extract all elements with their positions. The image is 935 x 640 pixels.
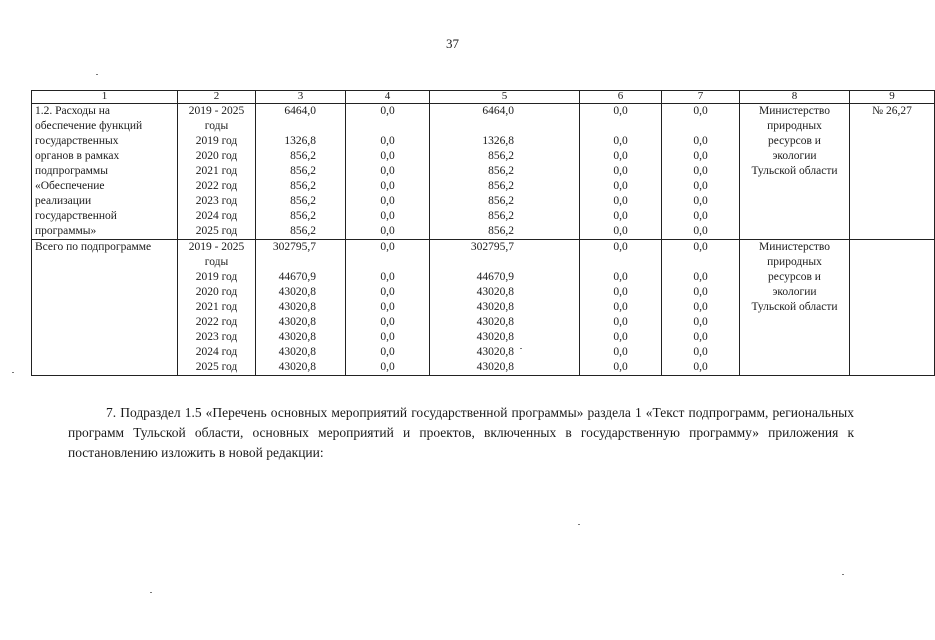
funding-value: 302795,7 [272,241,316,253]
ministry-line: Тульской области [751,301,838,313]
scan-speck [96,74,98,75]
period-value: 2019 год [195,135,238,147]
column-header: 7 [662,91,740,104]
funding-value [433,119,576,134]
funding-value: 856,2 [290,150,316,162]
period-value: 2019 - 2025 [188,105,245,117]
other-funding-cell [662,240,740,376]
column-header: 2 [178,91,256,104]
regional-funding-cell [430,104,580,240]
funding-value: 0,0 [380,331,395,343]
funding-value: 0,0 [613,361,628,373]
funding-value: 0,0 [693,331,708,343]
funding-value: 0,0 [380,195,395,207]
funding-value: 0,0 [380,286,395,298]
funding-value: 43020,8 [476,361,514,373]
federal-funding-cell [346,104,430,240]
funding-value: 0,0 [693,271,708,283]
period-cell [178,104,256,240]
funding-value: 856,2 [488,165,514,177]
funding-value: 0,0 [693,165,708,177]
period-value: 2020 год [195,150,238,162]
ministry-line: Министерство [759,105,830,117]
table-row [32,104,935,240]
funding-value: 856,2 [488,150,514,162]
funding-value: 0,0 [693,150,708,162]
funding-value: 856,2 [488,180,514,192]
funding-value: 302795,7 [470,241,514,253]
ministry-line: экологии [772,150,817,162]
funding-value [583,119,658,134]
row-name-line: Всего по подпрограмме [35,241,152,253]
funding-value: 0,0 [693,286,708,298]
responsible-ministry-cell [740,240,850,376]
funding-value [259,255,342,270]
row-name-line: государственных [35,135,119,147]
row-name-cell [32,240,178,376]
funding-value [349,119,426,134]
responsible-ministry-cell [740,104,850,240]
ministry-line: природных [767,120,822,132]
funding-value: 0,0 [613,225,628,237]
budget-table [31,90,935,376]
funding-value: 0,0 [380,105,395,117]
funding-value: 0,0 [380,346,395,358]
funding-value [349,255,426,270]
funding-value: 44670,9 [476,271,514,283]
table-header-row [32,91,935,104]
funding-value: 856,2 [488,195,514,207]
ministry-line: ресурсов и [768,135,821,147]
funding-value: 0,0 [380,135,395,147]
row-name-line: органов в рамках [35,150,120,162]
ministry-line: Министерство [759,241,830,253]
funding-value: 0,0 [613,210,628,222]
funding-value: 0,0 [380,225,395,237]
period-value: 2019 год [195,271,238,283]
funding-value: 0,0 [613,135,628,147]
funding-value: 0,0 [693,135,708,147]
funding-value: 43020,8 [278,316,316,328]
local-funding-cell [580,104,662,240]
funding-value [665,255,736,270]
ministry-line: Тульской области [751,165,838,177]
funding-value: 0,0 [613,346,628,358]
total-funding-cell [256,240,346,376]
funding-value: 0,0 [613,331,628,343]
period-value: 2025 год [195,225,238,237]
funding-value: 0,0 [613,301,628,313]
reference-cell [850,104,935,240]
period-value: 2022 год [195,316,238,328]
reference-value: № 26,27 [872,105,912,117]
federal-funding-cell [346,240,430,376]
scan-speck [150,592,152,593]
scan-speck [842,574,844,575]
funding-value: 0,0 [380,241,395,253]
column-header: 3 [256,91,346,104]
scan-speck [520,348,522,349]
funding-value: 0,0 [613,241,628,253]
funding-value: 856,2 [290,225,316,237]
body-paragraph: 7. Подраздел 1.5 «Перечень основных мероприятий государственной программы» раздела 1 «Текст подпрограмм, региональных программ Тульской области, основных мероприятий и проектов, включенных в государственную программу» приложения к постановлению изложить в новой редакции: [68,405,854,460]
funding-value: 0,0 [613,105,628,117]
period-value: 2022 год [195,180,238,192]
column-header: 4 [346,91,430,104]
funding-value: 0,0 [693,210,708,222]
funding-value: 0,0 [693,301,708,313]
funding-value: 0,0 [693,195,708,207]
funding-value [583,255,658,270]
ministry-line: природных [767,256,822,268]
funding-value: 43020,8 [278,346,316,358]
row-name-line: 1.2. Расходы на [35,105,111,117]
funding-value: 0,0 [380,165,395,177]
row-name-line: реализации [35,195,92,207]
funding-value: 0,0 [613,195,628,207]
row-name-line: программы» [35,225,97,237]
funding-value: 0,0 [613,165,628,177]
funding-value: 856,2 [290,165,316,177]
ministry-line: ресурсов и [768,271,821,283]
period-value: 2024 год [195,210,238,222]
period-value: 2020 год [195,286,238,298]
funding-value: 0,0 [613,271,628,283]
funding-value: 43020,8 [278,301,316,313]
period-value: 2025 год [195,361,238,373]
funding-value [665,119,736,134]
funding-value: 44670,9 [278,271,316,283]
funding-value: 0,0 [613,150,628,162]
funding-value: 0,0 [693,105,708,117]
funding-value [433,255,576,270]
other-funding-cell [662,104,740,240]
funding-value: 0,0 [380,301,395,313]
funding-value: 0,0 [693,180,708,192]
funding-value: 43020,8 [476,346,514,358]
funding-value: 1326,8 [482,135,514,147]
column-header: 9 [850,91,935,104]
funding-value: 0,0 [613,316,628,328]
period-value: 2021 год [195,165,238,177]
funding-value: 43020,8 [476,331,514,343]
funding-value: 43020,8 [278,286,316,298]
page-number: 37 [446,36,459,51]
period-value: 2019 - 2025 [188,241,245,253]
funding-value: 6464,0 [482,105,514,117]
row-name-line: обеспечение функций [35,120,143,132]
scan-speck [12,372,14,373]
period-value: годы [204,256,229,268]
funding-value: 0,0 [380,316,395,328]
row-name-cell [32,104,178,240]
funding-value: 0,0 [380,180,395,192]
scan-speck [578,524,580,525]
funding-value [259,119,342,134]
column-header: 8 [740,91,850,104]
funding-value: 856,2 [488,225,514,237]
regional-funding-cell [430,240,580,376]
funding-value: 0,0 [613,286,628,298]
column-header: 5 [430,91,580,104]
funding-value: 6464,0 [284,105,316,117]
funding-value: 43020,8 [476,286,514,298]
funding-value: 0,0 [693,225,708,237]
funding-value: 0,0 [613,180,628,192]
funding-value: 43020,8 [476,301,514,313]
row-name-line: государственной [35,210,117,222]
period-value: годы [204,120,229,132]
column-header: 1 [32,91,178,104]
row-name-line: «Обеспечение [35,180,105,192]
funding-value: 0,0 [693,316,708,328]
funding-value: 856,2 [290,195,316,207]
reference-cell [850,240,935,376]
row-name-line: подпрограммы [35,165,108,177]
funding-value: 0,0 [380,271,395,283]
funding-value: 43020,8 [278,361,316,373]
period-value: 2024 год [195,346,238,358]
period-value: 2023 год [195,331,238,343]
funding-value: 0,0 [380,361,395,373]
funding-value: 43020,8 [476,316,514,328]
period-value: 2023 год [195,195,238,207]
funding-value: 856,2 [488,210,514,222]
funding-value: 0,0 [380,210,395,222]
funding-value: 856,2 [290,180,316,192]
funding-value: 0,0 [693,346,708,358]
period-value: 2021 год [195,301,238,313]
funding-value: 1326,8 [284,135,316,147]
column-header: 6 [580,91,662,104]
funding-value: 0,0 [693,361,708,373]
table-row [32,240,935,376]
local-funding-cell [580,240,662,376]
ministry-line: экологии [772,286,817,298]
funding-value: 0,0 [380,150,395,162]
funding-value: 0,0 [693,241,708,253]
period-cell [178,240,256,376]
total-funding-cell [256,104,346,240]
funding-value: 856,2 [290,210,316,222]
funding-value: 43020,8 [278,331,316,343]
